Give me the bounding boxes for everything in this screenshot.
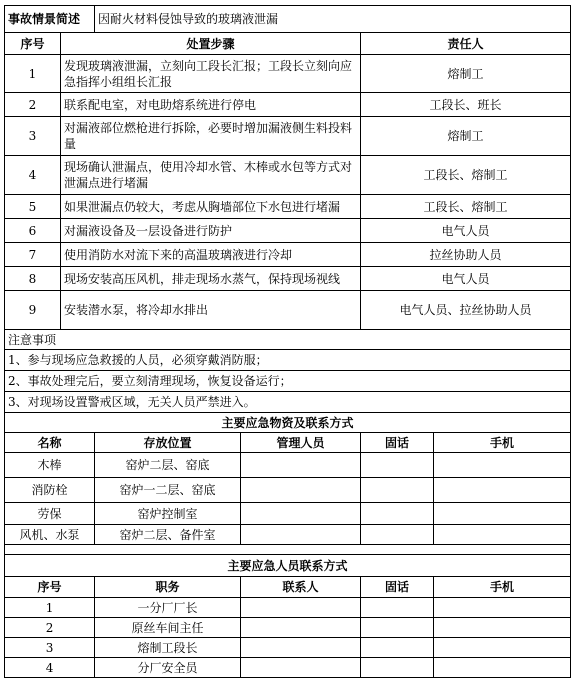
step-no: 7 xyxy=(5,243,61,267)
step-text: 联系配电室，对电助熔系统进行停电 xyxy=(61,93,361,117)
col-step: 处置步骤 xyxy=(61,33,361,55)
table-row xyxy=(5,243,571,267)
step-text: 安装潜水泵，将冷却水排出 xyxy=(61,291,361,330)
step-text: 发现玻璃液泄漏，立刻向工段长汇报；工段长立刻向应急指挥小组组长汇报 xyxy=(61,55,361,93)
material-landline xyxy=(361,478,434,503)
person-mobile xyxy=(434,658,571,678)
col-owner: 责任人 xyxy=(361,33,571,55)
person-no: 1 xyxy=(5,598,95,618)
col-landline: 固话 xyxy=(361,433,434,453)
materials-header-row xyxy=(5,433,571,453)
table-row xyxy=(5,267,571,291)
emergency-table xyxy=(4,5,571,678)
steps-header-row xyxy=(5,33,571,55)
step-owner: 熔制工 xyxy=(361,117,571,156)
material-location: 窑炉二层、备件室 xyxy=(95,525,241,545)
notes-item-row xyxy=(5,350,571,371)
notes-item-row xyxy=(5,371,571,392)
material-location: 窑炉一二层、窑底 xyxy=(95,478,241,503)
scenario-label: 事故情景简述 xyxy=(5,6,95,33)
step-no: 3 xyxy=(5,117,61,156)
person-title: 熔制工段长 xyxy=(95,638,241,658)
material-location: 窑炉二层、窑底 xyxy=(95,453,241,478)
personnel-title-row xyxy=(5,555,571,577)
step-owner: 工段长、熔制工 xyxy=(361,195,571,219)
col-mobile: 手机 xyxy=(434,577,571,598)
person-no: 2 xyxy=(5,618,95,638)
col-name: 名称 xyxy=(5,433,95,453)
col-mobile: 手机 xyxy=(434,433,571,453)
col-contact: 联系人 xyxy=(241,577,361,598)
person-title: 分厂安全员 xyxy=(95,658,241,678)
step-owner: 电气人员、拉丝协助人员 xyxy=(361,291,571,330)
material-manager xyxy=(241,525,361,545)
step-text: 如果泄漏点仍较大，考虑从胸墙部位下水包进行堵漏 xyxy=(61,195,361,219)
step-owner: 电气人员 xyxy=(361,219,571,243)
person-landline xyxy=(361,598,434,618)
step-owner: 工段长、班长 xyxy=(361,93,571,117)
col-manager: 管理人员 xyxy=(241,433,361,453)
person-mobile xyxy=(434,638,571,658)
step-no: 2 xyxy=(5,93,61,117)
person-landline xyxy=(361,638,434,658)
step-no: 9 xyxy=(5,291,61,330)
separator-cell xyxy=(5,545,571,555)
col-location: 存放位置 xyxy=(95,433,241,453)
table-row xyxy=(5,618,571,638)
material-mobile xyxy=(434,525,571,545)
person-contact xyxy=(241,598,361,618)
person-title: 原丝车间主任 xyxy=(95,618,241,638)
scenario-row xyxy=(5,6,571,33)
table-row xyxy=(5,291,571,330)
table-row xyxy=(5,638,571,658)
step-no: 8 xyxy=(5,267,61,291)
table-row xyxy=(5,525,571,545)
material-manager xyxy=(241,453,361,478)
personnel-header-row xyxy=(5,577,571,598)
person-title: 一分厂厂长 xyxy=(95,598,241,618)
table-row xyxy=(5,117,571,156)
person-landline xyxy=(361,618,434,638)
step-owner: 工段长、熔制工 xyxy=(361,156,571,195)
table-row xyxy=(5,478,571,503)
step-text: 现场安装高压风机，排走现场水蒸气，保持现场视线 xyxy=(61,267,361,291)
emergency-procedure-sheet xyxy=(4,5,570,678)
material-manager xyxy=(241,503,361,525)
col-title: 职务 xyxy=(95,577,241,598)
notes-item-row xyxy=(5,392,571,413)
note-item: 3、对现场设置警戒区域，无关人员严禁进入。 xyxy=(5,392,571,413)
table-row xyxy=(5,453,571,478)
person-contact xyxy=(241,658,361,678)
notes-title: 注意事项 xyxy=(5,330,571,350)
materials-title-row xyxy=(5,413,571,433)
person-contact xyxy=(241,638,361,658)
notes-title-row xyxy=(5,330,571,350)
personnel-title: 主要应急人员联系方式 xyxy=(5,555,571,577)
table-row xyxy=(5,156,571,195)
material-name: 木棒 xyxy=(5,453,95,478)
person-mobile xyxy=(434,598,571,618)
table-row xyxy=(5,503,571,525)
scenario-value: 因耐火材料侵蚀导致的玻璃液泄漏 xyxy=(95,6,571,33)
step-no: 4 xyxy=(5,156,61,195)
col-no: 序号 xyxy=(5,577,95,598)
col-landline: 固话 xyxy=(361,577,434,598)
material-location: 窑炉控制室 xyxy=(95,503,241,525)
table-row xyxy=(5,598,571,618)
step-text: 对漏液设备及一层设备进行防护 xyxy=(61,219,361,243)
material-landline xyxy=(361,525,434,545)
step-no: 1 xyxy=(5,55,61,93)
separator-row xyxy=(5,545,571,555)
table-row xyxy=(5,195,571,219)
material-mobile xyxy=(434,453,571,478)
material-name: 风机、水泵 xyxy=(5,525,95,545)
materials-title: 主要应急物资及联系方式 xyxy=(5,413,571,433)
step-owner: 熔制工 xyxy=(361,55,571,93)
material-landline xyxy=(361,503,434,525)
note-item: 2、事故处理完后，要立刻清理现场，恢复设备运行； xyxy=(5,371,571,392)
person-mobile xyxy=(434,618,571,638)
material-mobile xyxy=(434,478,571,503)
material-landline xyxy=(361,453,434,478)
table-row xyxy=(5,658,571,678)
table-row xyxy=(5,93,571,117)
material-mobile xyxy=(434,503,571,525)
table-row xyxy=(5,55,571,93)
material-name: 消防栓 xyxy=(5,478,95,503)
step-text: 使用消防水对流下来的高温玻璃液进行冷却 xyxy=(61,243,361,267)
table-row xyxy=(5,219,571,243)
step-no: 5 xyxy=(5,195,61,219)
step-owner: 电气人员 xyxy=(361,267,571,291)
step-text: 对漏液部位燃枪进行拆除，必要时增加漏液侧生料投料量 xyxy=(61,117,361,156)
person-no: 3 xyxy=(5,638,95,658)
step-no: 6 xyxy=(5,219,61,243)
person-landline xyxy=(361,658,434,678)
step-text: 现场确认泄漏点，使用冷却水管、木棒或水包等方式对泄漏点进行堵漏 xyxy=(61,156,361,195)
material-manager xyxy=(241,478,361,503)
note-item: 1、参与现场应急救援的人员，必须穿戴消防服； xyxy=(5,350,571,371)
material-name: 劳保 xyxy=(5,503,95,525)
person-contact xyxy=(241,618,361,638)
person-no: 4 xyxy=(5,658,95,678)
col-no: 序号 xyxy=(5,33,61,55)
step-owner: 拉丝协助人员 xyxy=(361,243,571,267)
